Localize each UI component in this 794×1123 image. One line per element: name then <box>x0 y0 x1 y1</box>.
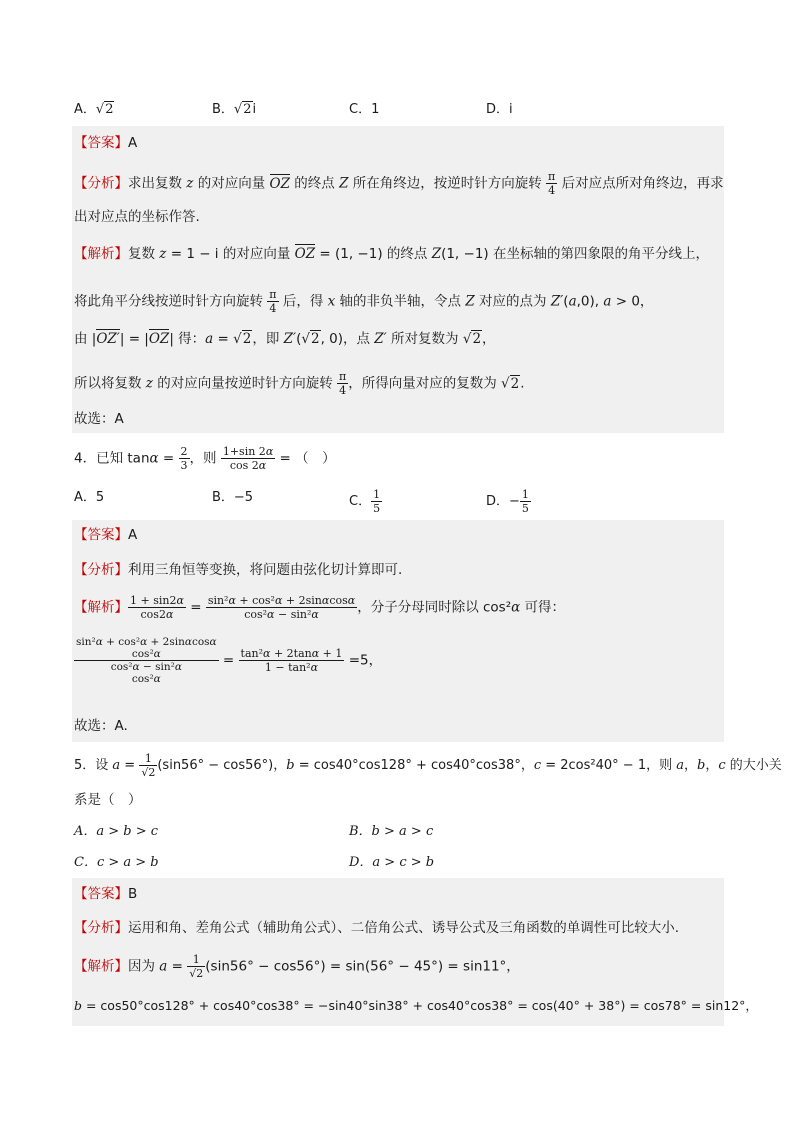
q3-solution-line2: 将此角平分线按逆时针方向旋转 $\frac{\pi}{4}$ 后，得 x 轴的非负半轴，令点 Z 对应的点为 Z′(a,0), a > 0， <box>74 288 654 315</box>
q4-option-c: C． $\frac{1}{5}$ <box>349 488 381 515</box>
q5-stem-line2: 系是（ ） <box>74 792 142 808</box>
q5-analysis: 【分析】运用和角、差角公式（辅助角公式）、二倍角公式、诱导公式及三角函数的单调性可比较大小. <box>74 920 680 936</box>
q4-choose: 故选：A. <box>74 718 128 734</box>
q3-option-b: B．√2i <box>212 102 257 117</box>
q3-option-c: C．1 <box>349 102 380 117</box>
q3-solution-line3: 由 |OZ′| = |OZ| 得：a = √2，即 Z′(√2, 0)，点 Z′ 所对复数为 √2， <box>74 331 496 347</box>
q5-option-a: A．a > b > c <box>74 824 159 839</box>
q3-analysis-line1: 【分析】求出复数 z 的对应向量 OZ 的终点 Z 所在角终边，按逆时针方向旋转 $\frac{\pi}{4}$ 后对应点所对角终边，再求 <box>74 170 724 197</box>
q3-solution-line4: 所以将复数 z 的对应向量按逆时针方向旋转 $\frac{\pi}{4}$ ，所得向量对应的复数为 √2. <box>74 370 525 397</box>
q3-solution-line1: 【解析】复数 z = 1 − i 的对应向量 OZ = (1, −1) 的终点 Z(1, −1) 在坐标轴的第四象限的角平分线上， <box>74 246 709 262</box>
q4-solution-line2: sin²α + cos²α + 2sinαcosα cos²α cos²α − sin²α cos²α = $\frac{\text{tan²α + 2tanα + 1}}{\text{1 − tan²α}}$ =5， <box>76 636 383 685</box>
q3-option-a: A．√2 <box>74 102 114 117</box>
q5-solution-line2: b = cos50°cos128° + cos40°cos38° = −sin40°sin38° + cos40°cos38° = cos(40° + 38°) = cos78° = sin12°， <box>74 998 758 1013</box>
q4-analysis: 【分析】利用三角恒等变换，将问题由弦化切计算即可. <box>74 562 403 578</box>
q4-solution-line1: 【解析】 $\frac{1 + \sin 2\alpha}{\cos 2\alpha}$ = $\frac{\text{sin²α + cos²α + 2sinαcosα}}{\text{cos²α − sin²α}}$ ，分子分母同时除以 cos²α 可得： <box>74 594 566 621</box>
q4-option-a: A．5 <box>74 490 105 505</box>
q5-stem-line1: 5．设 a = $\frac{1}{√2}$ (sin56° − cos56°)，b = cos40°cos128° + cos40°cos38°，c = 2cos²40° − 1，则 a，b，c 的大小关 <box>74 752 782 779</box>
q5-option-c: C．c > a > b <box>74 855 159 870</box>
q5-answer: 【答案】B <box>74 886 138 902</box>
q4-stem: 4．已知 tanα = $\frac{2}{3}$ ，则 $\frac{1+\sin 2\alpha}{\cos 2\alpha}$ = （ ） <box>74 445 336 472</box>
q5-solution-line1: 【解析】因为 a = $\frac{1}{√2}$ (sin56° − cos56°) = sin(56° − 45°) = sin11°， <box>74 953 520 980</box>
q5-option-b: B．b > a > c <box>349 824 434 839</box>
q4-option-b: B．−5 <box>212 490 254 505</box>
q5-option-d: D．a > c > b <box>349 855 435 870</box>
q3-answer: 【答案】A <box>74 135 138 151</box>
q3-option-d: D．i <box>486 102 513 117</box>
q3-analysis-line2: 出对应点的坐标作答. <box>74 209 200 225</box>
q4-option-d: D．− $\frac{1}{5}$ <box>486 488 529 515</box>
q4-answer-block <box>72 520 724 742</box>
q4-answer: 【答案】A <box>74 527 138 543</box>
q3-choose: 故选：A <box>74 411 124 427</box>
